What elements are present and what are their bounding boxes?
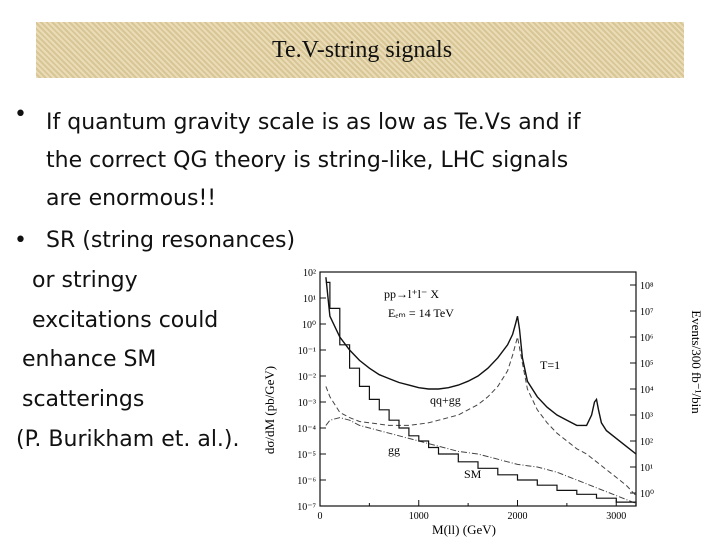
resonance-plot [256, 262, 708, 540]
bullet-2-line-4: enhance SM [22, 347, 157, 372]
series-label-qqgg: qq+gg [430, 393, 461, 407]
bullet-1-line-2: the correct QG theory is string-like, LHC signals [46, 148, 569, 173]
y-tick-label-left: 10¹ [303, 294, 316, 305]
y-tick-label-right: 10⁸ [640, 281, 654, 292]
x-tick-label: 2000 [507, 511, 528, 522]
series-label-gg: gg [388, 443, 400, 457]
y-tick-label-left: 10⁻² [297, 372, 316, 383]
bullet-1 [14, 104, 684, 218]
y-axis-label-right: Events/300 fb⁻¹/bin [689, 310, 704, 414]
x-tick-label: 3000 [606, 511, 627, 522]
bullet-2-marker: • [14, 228, 27, 253]
y-tick-label-right: 10⁰ [640, 489, 655, 500]
x-tick-label: 1000 [408, 511, 429, 522]
process-annotation: pp→l⁺l⁻ X [384, 287, 440, 301]
plot-container [256, 262, 708, 540]
y-tick-label-left: 10² [303, 268, 316, 279]
bullet-2-line-1: SR (string resonances) [46, 228, 296, 253]
y-tick-label-left: 10⁻³ [297, 398, 316, 409]
y-tick-label-left: 10⁻⁶ [297, 476, 316, 487]
y-tick-label-left: 10⁻⁵ [297, 450, 316, 461]
y-tick-label-right: 10⁶ [640, 333, 654, 344]
y-tick-label-right: 10³ [640, 411, 653, 422]
bullet-1-marker: • [14, 102, 27, 127]
y-tick-label-right: 10⁴ [640, 385, 654, 396]
y-tick-label-left: 10⁻⁷ [297, 502, 316, 513]
y-tick-label-right: 10¹ [640, 463, 653, 474]
bullet-1-line-1: If quantum gravity scale is as low as Te.Vs and if [46, 110, 581, 135]
title-bar [36, 22, 684, 78]
bullet-2-line-2: or stringy [32, 268, 138, 293]
bullet-2-line-3: excitations could [32, 308, 219, 333]
slide-title: Te.V-string signals [271, 36, 453, 63]
y-axis-label-left: dσ/dM (pb/GeV) [262, 365, 277, 455]
y-tick-label-left: 10⁻⁴ [297, 424, 316, 435]
bullet-2-line-6: (P. Burikham et. al.). [16, 427, 240, 452]
energy-annotation: Eₑₘ = 14 TeV [388, 306, 454, 320]
x-axis-label: M(ll) (GeV) [432, 522, 496, 537]
x-tick-label: 0 [317, 511, 323, 522]
y-tick-label-right: 10² [640, 437, 653, 448]
series-label-SM: SM [464, 467, 482, 481]
series-label-T1: T=1 [540, 358, 561, 372]
y-tick-label-right: 10⁷ [640, 307, 654, 318]
bullet-1-line-3: are enormous!! [46, 186, 217, 211]
y-tick-label-left: 10⁻¹ [297, 346, 316, 357]
y-tick-label-right: 10⁵ [640, 359, 654, 370]
bullet-2-line-5: scatterings [22, 387, 145, 412]
y-tick-label-left: 10⁰ [301, 320, 316, 331]
